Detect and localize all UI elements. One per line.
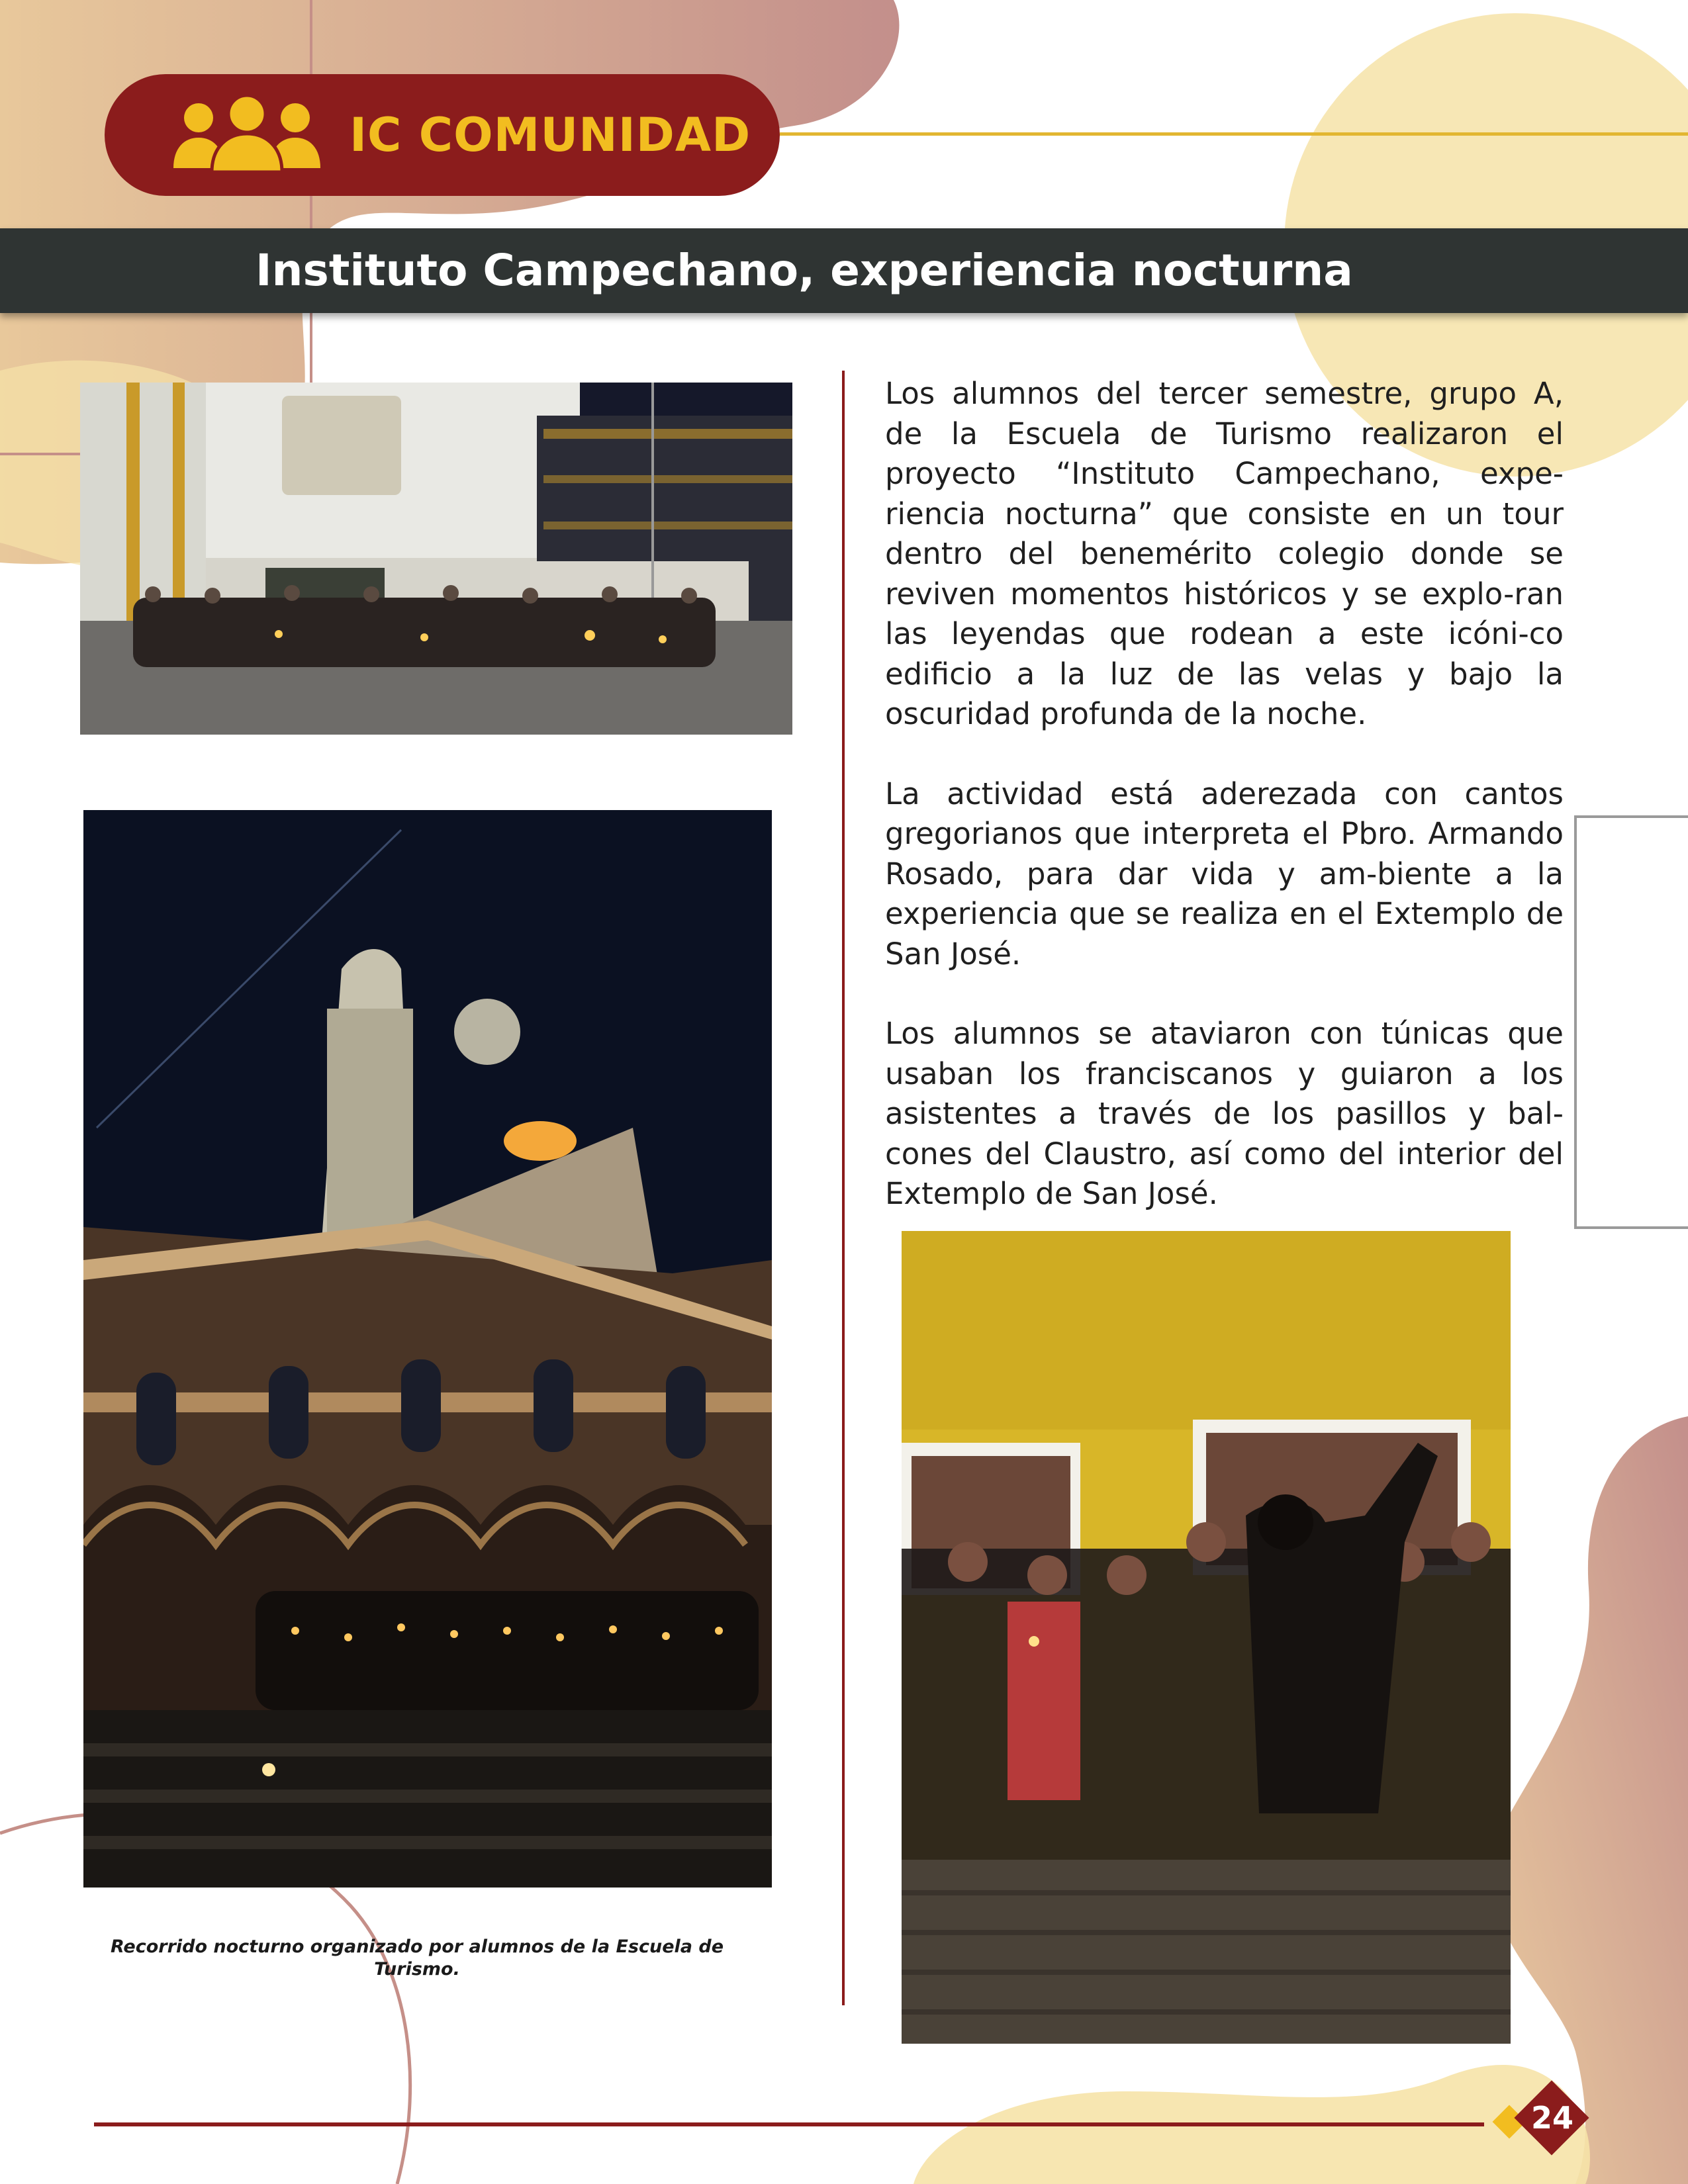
group-icon	[171, 94, 323, 173]
article-body	[885, 374, 1564, 1254]
photo-caption: Recorrido nocturno organizado por alumnos de la Escuela de Turismo.	[110, 1936, 724, 1979]
photo-group-building	[80, 383, 792, 735]
section-badge	[105, 74, 780, 196]
footer-rule	[94, 2122, 1484, 2126]
header-rule	[780, 132, 1688, 136]
page-number-badge	[1497, 2085, 1590, 2164]
page-number: 24	[1530, 2100, 1573, 2136]
photo-courtyard-night	[83, 810, 772, 1888]
paragraph: Los alumnos se ataviaron con túnicas que usaban los franciscanos y guiaron a los asistentes a través de los pasillos y bal-cones del Claustro, así como del interior del Extemplo de San José.	[885, 1016, 1564, 1211]
page-title: Instituto Campechano, experiencia nocturna	[256, 245, 1353, 296]
side-frame	[1574, 815, 1688, 1229]
column-divider	[842, 371, 845, 2005]
paragraph: Los alumnos del tercer semestre, grupo A, de la Escuela de Turismo realizaron el proyecto “Instituto Campechano, expe-riencia nocturna” que consiste en un tour dentro del benemérito colegio donde se reviven momentos históricos y se explo-ran las leyendas que rodean a este icóni-co edificio a la luz de las velas y bajo la oscuridad profunda de la noche.	[885, 376, 1564, 731]
photo-monk-students	[902, 1231, 1511, 2044]
title-bar	[0, 228, 1688, 313]
paragraph: La actividad está aderezada con cantos gregorianos que interpreta el Pbro. Armando Rosado, para dar vida y am-biente a la experiencia que se realiza en el Extemplo de San José.	[885, 776, 1564, 972]
section-label: IC COMUNIDAD	[350, 108, 751, 162]
